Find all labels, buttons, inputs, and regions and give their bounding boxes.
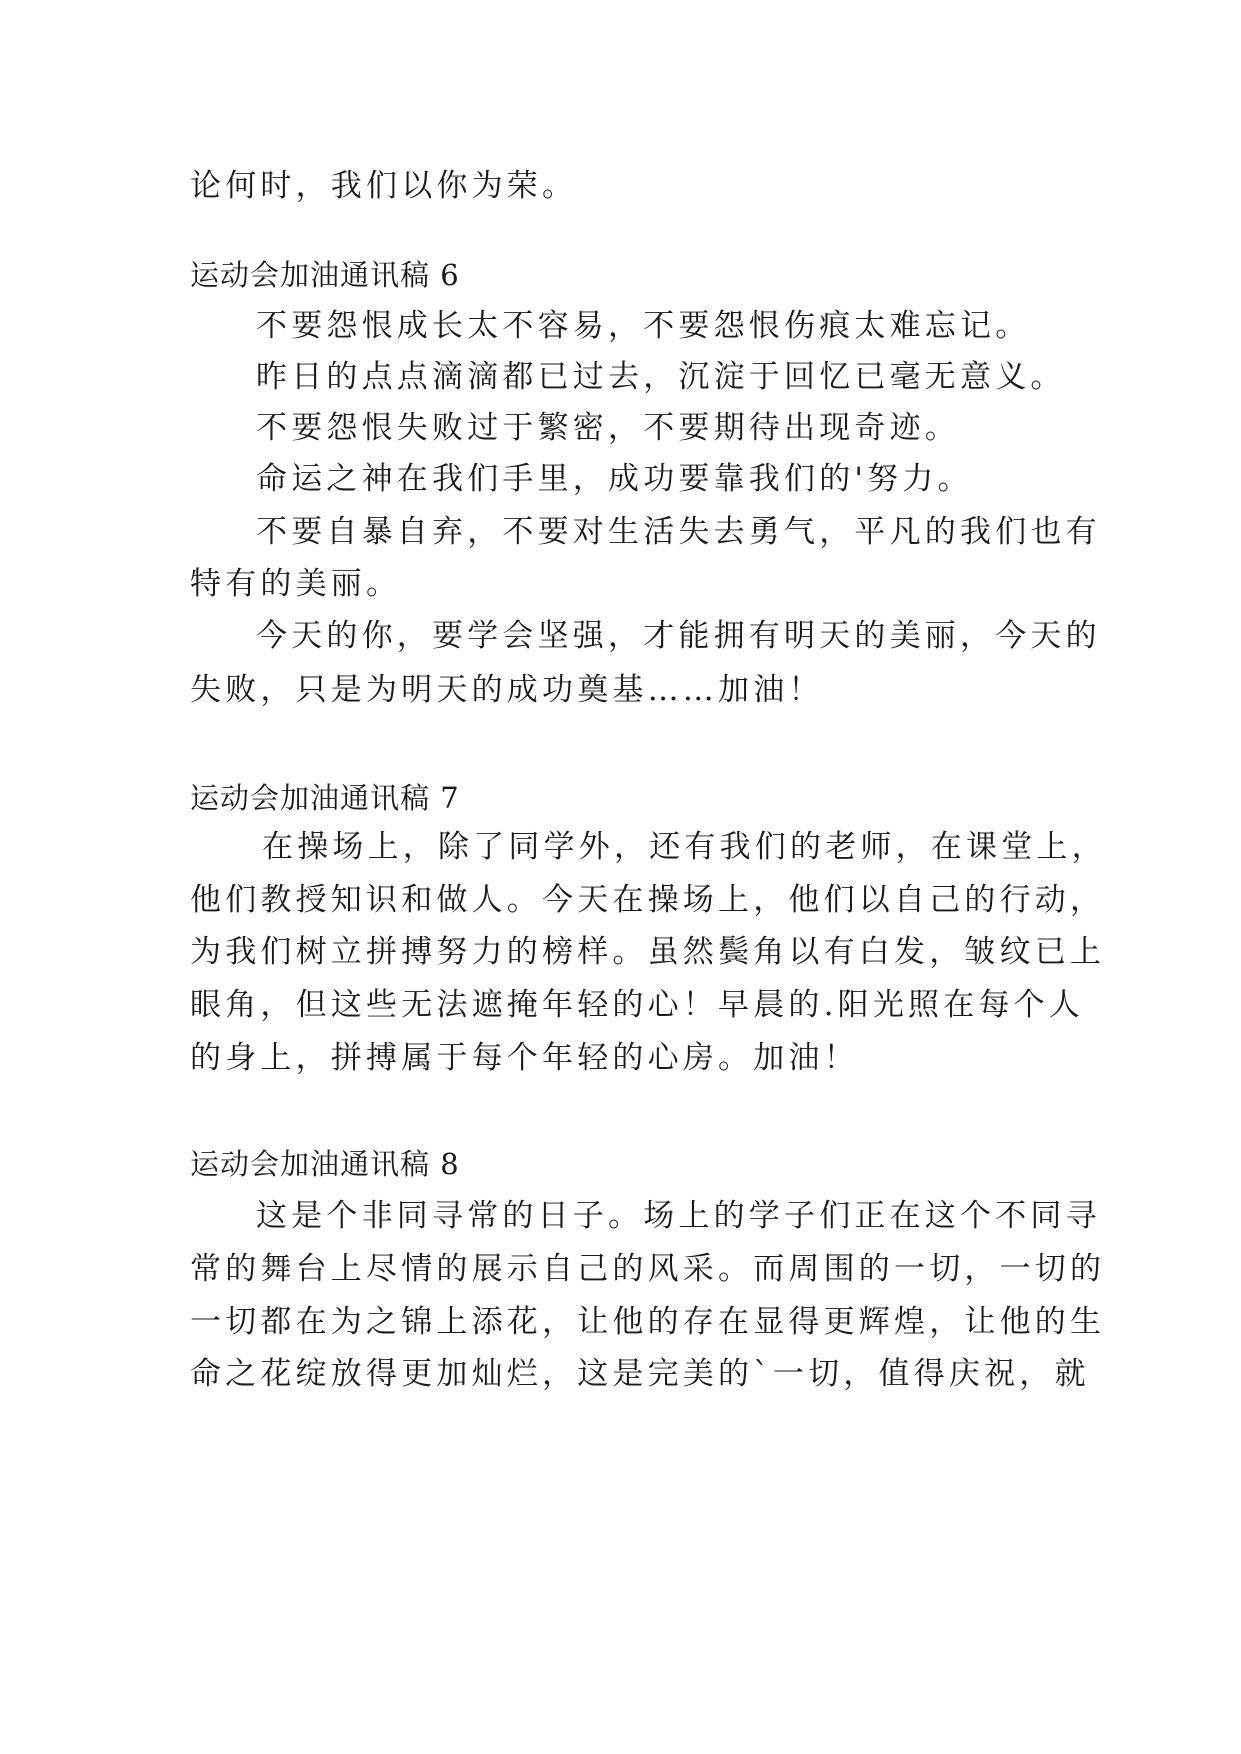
paragraph-line: 眼角，但这些无法遮掩年轻的心！早晨的.阳光照在每个人 (190, 987, 1085, 1023)
section-heading: 运动会加油通讯稿 8 (190, 1147, 460, 1181)
paragraph-line: 特有的美丽。 (190, 566, 402, 602)
paragraph-line: 不要自暴自弃，不要对生活失去勇气，平凡的我们也有 (256, 514, 1101, 550)
paragraph-line: 命之花绽放得更加灿烂，这是完美的`一切，值得庆祝，就 (190, 1356, 1090, 1392)
paragraph-line: 他们教授知识和做人。今天在操场上，他们以自己的行动， (190, 882, 1106, 918)
paragraph-line: 为我们树立拼搏努力的榜样。虽然鬓角以有白发，皱纹已上 (190, 934, 1106, 970)
paragraph-line: 的身上，拼搏属于每个年轻的心房。加油！ (190, 1040, 859, 1076)
paragraph-line: 不要怨恨失败过于繁密，不要期待出现奇迹。 (256, 410, 960, 446)
paragraph-line: 一切都在为之锦上添花，让他的存在显得更辉煌，让他的生 (190, 1304, 1106, 1340)
paragraph-line: 常的舞台上尽情的展示自己的风采。而周围的一切，一切的 (190, 1251, 1106, 1287)
paragraph-line: 今天的你，要学会坚强，才能拥有明天的美丽，今天的 (256, 618, 1101, 654)
section-heading: 运动会加油通讯稿 7 (190, 781, 460, 815)
section-heading: 运动会加油通讯稿 6 (190, 258, 460, 292)
paragraph-line: 失败，只是为明天的成功奠基……加油！ (190, 672, 824, 708)
paragraph-line: 昨日的点点滴滴都已过去，沉淀于回忆已毫无意义。 (256, 359, 1066, 395)
paragraph-line: 论何时，我们以你为荣。 (190, 168, 578, 204)
paragraph-line: 命运之神在我们手里，成功要靠我们的'努力。 (256, 461, 973, 497)
paragraph-line: 在操场上，除了同学外，还有我们的老师，在课堂上， (262, 829, 1107, 865)
paragraph-line: 这是个非同寻常的日子。场上的学子们正在这个不同寻 (256, 1198, 1101, 1234)
paragraph-line: 不要怨恨成长太不容易，不要怨恨伤痕太难忘记。 (256, 308, 1031, 344)
